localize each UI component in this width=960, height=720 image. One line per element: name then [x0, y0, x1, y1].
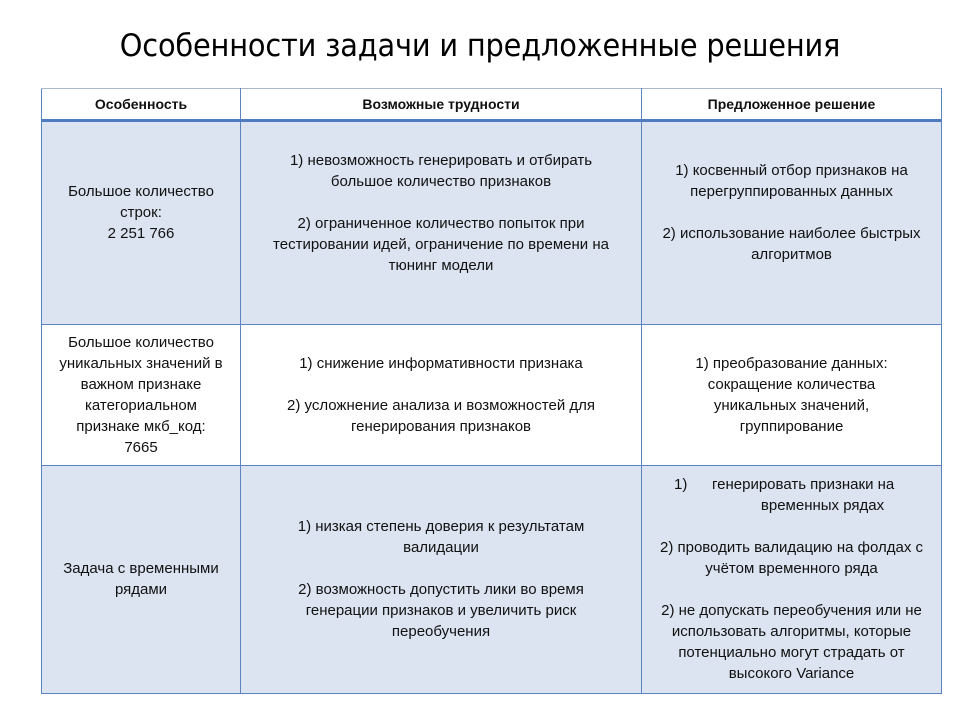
solution-item: 2) не допускать переобучения или не использовать алгоритмы, которые потенциально могут страдать от высокого Variance — [661, 602, 922, 683]
solution-text: генерировать признаки на — [712, 476, 895, 494]
feature-value: 7665 — [124, 438, 158, 456]
difficulties-cell — [241, 121, 642, 325]
difficulty-item: 2) усложнение анализа и возможностей для генерирования признаков — [286, 396, 595, 435]
difficulties-cell — [241, 465, 642, 693]
solutions-cell — [642, 121, 942, 325]
difficulty-item: 1) снижение информативности признака — [299, 354, 583, 372]
header-difficulties: Возможные трудности — [241, 89, 642, 121]
table-row — [42, 325, 942, 465]
solution-item: 2) использование наиболее быстрых алгоритмов — [662, 225, 921, 264]
solution-item: 1) косвенный отбор признаков на перегруппированных данных — [675, 162, 908, 201]
header-row — [42, 89, 942, 121]
solutions-cell — [642, 325, 942, 465]
difficulty-item: 1) невозможность генерировать и отбирать большое количество признаков — [289, 151, 593, 190]
feature-text: строк: — [120, 204, 162, 222]
features-table — [41, 88, 942, 694]
table-row — [42, 121, 942, 325]
solutions-cell — [642, 465, 942, 693]
feature-cell — [42, 465, 241, 693]
difficulty-item: 2) возможность допустить лики во время генерации признаков и увеличить риск переобучения — [298, 581, 584, 641]
slide-title: Особенности задачи и предложенные решения — [119, 28, 841, 64]
feature-text: Большое количество уникальных значений в важном признаке категориальном признаке мкб_код: — [59, 333, 223, 435]
feature-text: Задача с временными рядами — [63, 560, 219, 599]
header-solution: Предложенное решение — [642, 89, 942, 121]
header-feature: Особенность — [42, 89, 241, 121]
solution-item-numbered — [652, 474, 931, 516]
feature-text: Большое количество — [68, 183, 214, 201]
list-number: 1) — [674, 476, 688, 494]
feature-cell — [42, 325, 241, 465]
difficulty-item: 1) низкая степень доверия к результатам валидации — [297, 518, 585, 557]
solution-text-cont: временных рядах — [760, 497, 885, 515]
table-row — [42, 465, 942, 693]
feature-value: 2 251 766 — [107, 225, 175, 243]
difficulty-item: 2) ограниченное количество попыток при тестировании идей, ограничение по времени на тюнинг модели — [273, 214, 609, 274]
difficulties-cell — [241, 325, 642, 465]
solution-item: 2) проводить валидацию на фолдах с учётом временного ряда — [659, 539, 924, 578]
feature-cell — [42, 121, 241, 325]
solution-item: 1) преобразование данных: сокращение количества уникальных значений, группирование — [695, 354, 888, 435]
